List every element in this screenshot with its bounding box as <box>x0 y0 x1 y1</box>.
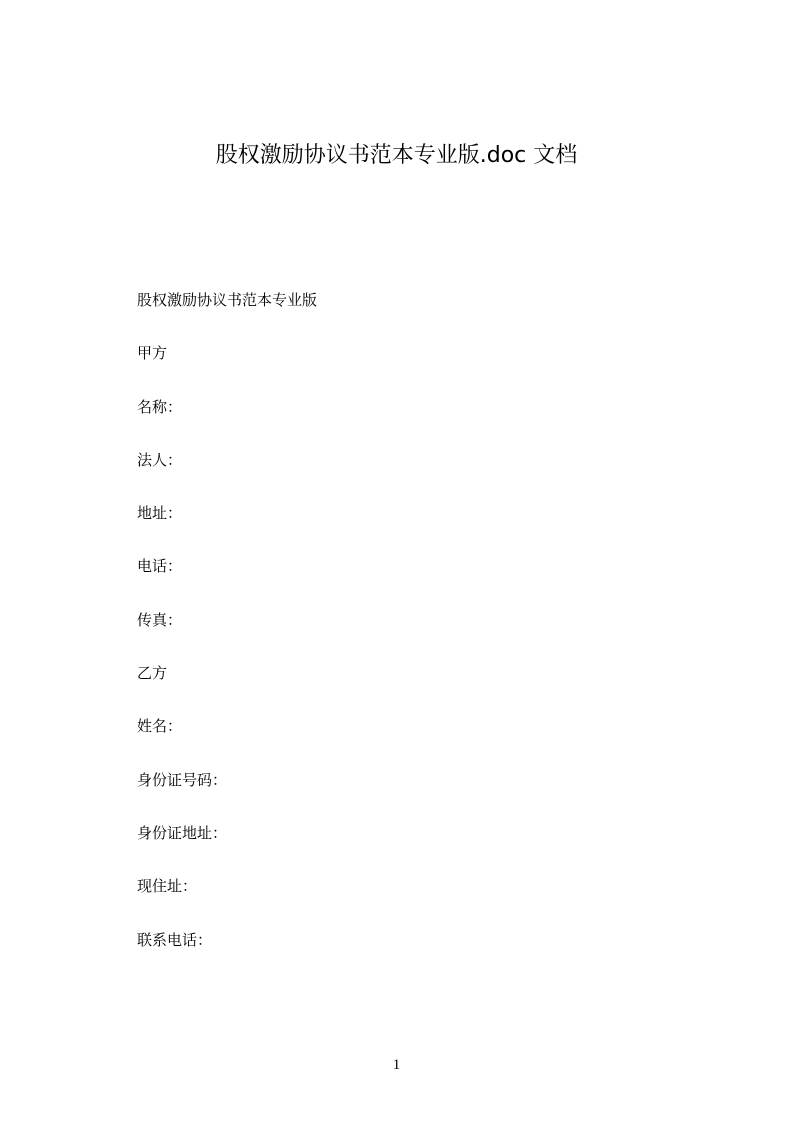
party-a-fax-field: 传真： <box>137 610 183 629</box>
party-a-legal-person-field: 法人： <box>137 450 183 469</box>
agreement-name: 股权激励协议书范本专业版 <box>137 291 318 309</box>
document-body <box>137 288 317 981</box>
page-number: 1 <box>392 1057 401 1073</box>
party-a-name-field: 名称： <box>137 397 183 416</box>
document-title: 股权激励协议书范本专业版.doc 文档 <box>215 143 578 168</box>
party-a-address-field: 地址： <box>137 504 183 523</box>
party-a-heading: 甲方 <box>137 344 168 363</box>
party-b-heading: 乙方 <box>137 664 168 683</box>
party-a-phone-field: 电话： <box>137 557 183 576</box>
party-b-contact-phone-field: 联系电话： <box>137 930 213 949</box>
party-b-current-address-field: 现住址： <box>137 877 198 896</box>
party-b-name-field: 姓名： <box>137 717 183 736</box>
party-b-id-number-field: 身份证号码： <box>137 770 228 789</box>
party-b-id-address-field: 身份证地址： <box>137 823 228 842</box>
